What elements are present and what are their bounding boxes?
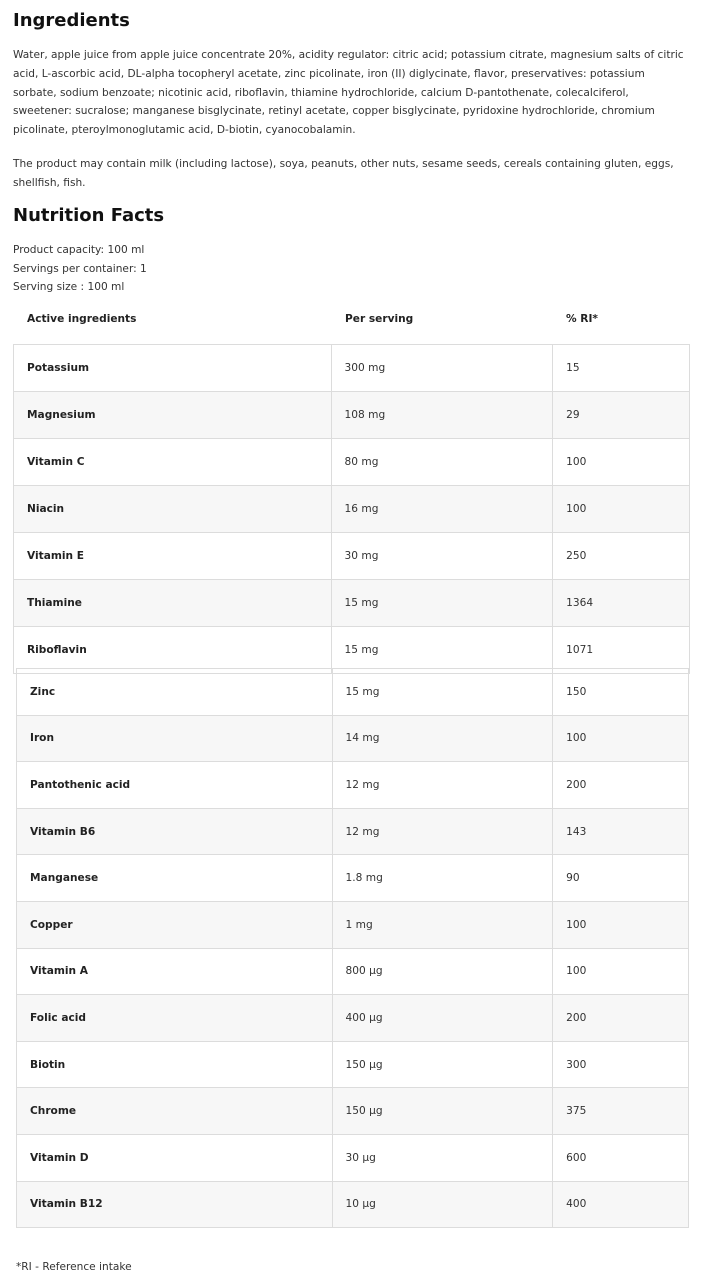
- per-serving-value: 30 mg: [331, 533, 553, 580]
- serving-size: Serving size : 100 ml: [13, 281, 125, 293]
- nutrient-name: Vitamin E: [14, 533, 332, 580]
- per-serving-value: 30 µg: [332, 1134, 553, 1181]
- nutrient-name: Chrome: [17, 1088, 333, 1135]
- nutrient-name: Vitamin B12: [17, 1181, 333, 1228]
- table-row: [17, 1041, 689, 1088]
- nutrient-name: Iron: [17, 715, 333, 762]
- column-header-per-serving: Per serving: [345, 313, 414, 325]
- nutrient-name: Vitamin C: [14, 439, 332, 486]
- per-serving-value: 80 mg: [331, 439, 553, 486]
- product-capacity: Product capacity: 100 ml: [13, 244, 145, 256]
- table-row: [17, 1134, 689, 1181]
- ri-value: 100: [553, 439, 690, 486]
- table-row: [17, 1181, 689, 1228]
- per-serving-value: 15 mg: [331, 580, 553, 627]
- nutrient-name: Biotin: [17, 1041, 333, 1088]
- allergens-text: The product may contain milk (including lactose), soya, peanuts, other nuts, sesame seeds, cereals containing gluten, eggs, shellfish, fish.: [13, 158, 674, 189]
- per-serving-value: 12 mg: [332, 808, 553, 855]
- per-serving-value: 150 µg: [332, 1041, 553, 1088]
- ri-value: 143: [553, 808, 689, 855]
- ingredients-heading: Ingredients: [13, 10, 130, 31]
- column-header-active-ingredients: Active ingredients: [27, 313, 137, 325]
- table-row: [14, 345, 690, 392]
- table-row: [17, 901, 689, 948]
- per-serving-value: 12 mg: [332, 762, 553, 809]
- table-row: [17, 1088, 689, 1135]
- per-serving-value: 1 mg: [332, 901, 553, 948]
- ri-value: 250: [553, 533, 690, 580]
- ri-value: 375: [553, 1088, 689, 1135]
- table-row: [14, 392, 690, 439]
- nutrition-table-header: [13, 304, 689, 336]
- ri-value: 100: [553, 715, 689, 762]
- per-serving-value: 15 mg: [331, 627, 553, 674]
- nutrient-name: Niacin: [14, 486, 332, 533]
- table-row: [17, 948, 689, 995]
- per-serving-value: 14 mg: [332, 715, 553, 762]
- nutrient-name: Riboflavin: [14, 627, 332, 674]
- per-serving-value: 150 µg: [332, 1088, 553, 1135]
- nutrient-name: Folic acid: [17, 995, 333, 1042]
- nutrient-name: Thiamine: [14, 580, 332, 627]
- nutrient-name: Potassium: [14, 345, 332, 392]
- nutrient-name: Vitamin B6: [17, 808, 333, 855]
- table-row: [17, 669, 689, 716]
- ri-value: 400: [553, 1181, 689, 1228]
- table-row: [17, 715, 689, 762]
- per-serving-value: 800 µg: [332, 948, 553, 995]
- per-serving-value: 108 mg: [331, 392, 553, 439]
- table-row: [14, 580, 690, 627]
- ri-value: 600: [553, 1134, 689, 1181]
- ri-value: 200: [553, 762, 689, 809]
- ri-value: 100: [553, 486, 690, 533]
- nutrient-name: Pantothenic acid: [17, 762, 333, 809]
- table-row: [17, 995, 689, 1042]
- per-serving-value: 16 mg: [331, 486, 553, 533]
- column-header-ri: % RI*: [566, 313, 598, 325]
- ri-value: 29: [553, 392, 690, 439]
- table-row: [14, 627, 690, 674]
- table-row: [14, 533, 690, 580]
- ri-value: 1071: [553, 627, 690, 674]
- nutrient-name: Magnesium: [14, 392, 332, 439]
- per-serving-value: 15 mg: [332, 669, 553, 716]
- nutrient-name: Vitamin A: [17, 948, 333, 995]
- nutrition-table-part-1: [13, 344, 690, 674]
- nutrient-name: Copper: [17, 901, 333, 948]
- ri-value: 1364: [553, 580, 690, 627]
- ri-value: 15: [553, 345, 690, 392]
- nutrient-name: Vitamin D: [17, 1134, 333, 1181]
- ri-footnote: *RI - Reference intake: [16, 1261, 132, 1273]
- ri-value: 150: [553, 669, 689, 716]
- table-row: [17, 808, 689, 855]
- per-serving-value: 300 mg: [331, 345, 553, 392]
- serving-info: [13, 241, 147, 297]
- per-serving-value: 10 µg: [332, 1181, 553, 1228]
- ri-value: 100: [553, 948, 689, 995]
- nutrition-facts-heading: Nutrition Facts: [13, 205, 165, 226]
- per-serving-value: 400 µg: [332, 995, 553, 1042]
- ri-value: 200: [553, 995, 689, 1042]
- nutrition-table-part-2: [16, 668, 689, 1228]
- per-serving-value: 1.8 mg: [332, 855, 553, 902]
- table-row: [17, 855, 689, 902]
- servings-per-container: Servings per container: 1: [13, 262, 147, 275]
- table-row: [17, 762, 689, 809]
- table-row: [14, 486, 690, 533]
- ri-value: 90: [553, 855, 689, 902]
- ingredients-text: Water, apple juice from apple juice concentrate 20%, acidity regulator: citric acid; potassium citrate, magnesium salts of citric acid, L-ascorbic acid, DL-alpha tocopheryl acetate, zinc picolinate, iron (II) diglycinate, flavor, preservatives: potassium sorbate, sodium benzoate; nicotinic acid, riboflavin, thiamine hydrochloride, calcium D-pantothenate, colecalciferol, sweetener: sucralose; manganese bisglycinate, retinyl acetate, copper bisglycinate, pyridoxine hydrochloride, chromium picolinate, pteroylmonoglutamic acid, D-biotin, cyanocobalamin.: [13, 49, 684, 137]
- table-row: [14, 439, 690, 486]
- ri-value: 100: [553, 901, 689, 948]
- ri-value: 300: [553, 1041, 689, 1088]
- nutrient-name: Zinc: [17, 669, 333, 716]
- nutrient-name: Manganese: [17, 855, 333, 902]
